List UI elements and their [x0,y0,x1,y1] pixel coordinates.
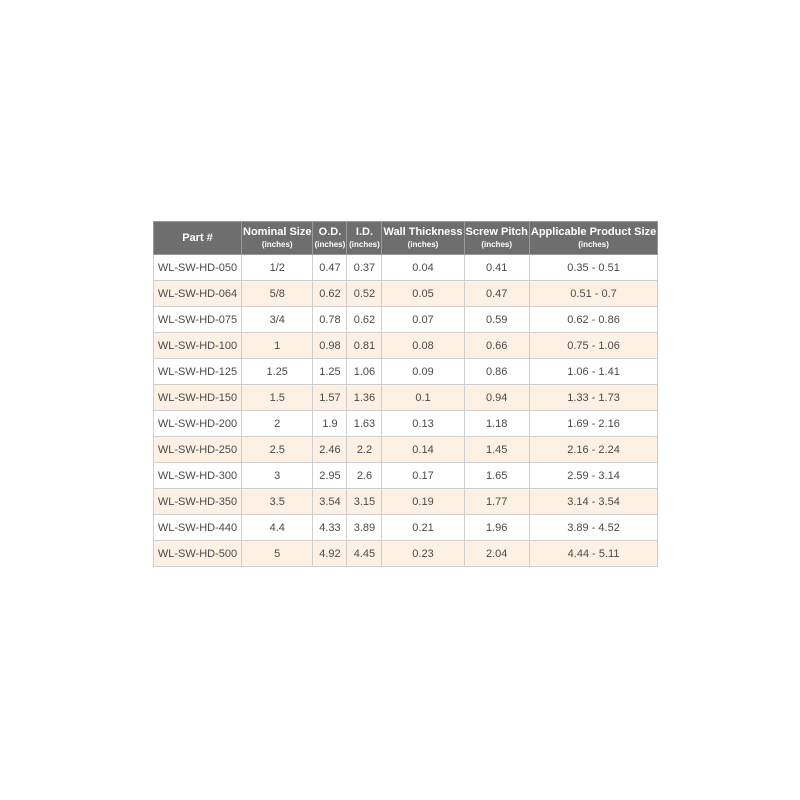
cell-screw-pitch: 0.66 [464,333,529,359]
cell-wall-thickness: 0.09 [382,359,464,385]
cell-part-number: WL-SW-HD-050 [154,255,242,281]
cell-od: 1.9 [313,411,347,437]
header-label: I.D. [355,226,374,238]
spec-table [153,221,658,567]
cell-applicable-product-size: 0.75 - 1.06 [529,333,657,359]
cell-od: 2.46 [313,437,347,463]
header-row [154,222,658,255]
cell-screw-pitch: 1.96 [464,515,529,541]
cell-screw-pitch: 1.45 [464,437,529,463]
cell-wall-thickness: 0.13 [382,411,464,437]
table-row [154,541,658,567]
table-row [154,307,658,333]
table-row [154,489,658,515]
cell-od: 2.95 [313,463,347,489]
cell-part-number: WL-SW-HD-250 [154,437,242,463]
table-row [154,515,658,541]
cell-od: 3.54 [313,489,347,515]
cell-screw-pitch: 0.47 [464,281,529,307]
table-header [154,222,658,255]
cell-wall-thickness: 0.07 [382,307,464,333]
cell-applicable-product-size: 1.06 - 1.41 [529,359,657,385]
cell-part-number: WL-SW-HD-440 [154,515,242,541]
cell-part-number: WL-SW-HD-350 [154,489,242,515]
header-id [347,222,382,255]
header-unit: (inches) [349,240,380,249]
cell-screw-pitch: 0.41 [464,255,529,281]
cell-nominal-size: 5/8 [242,281,313,307]
cell-screw-pitch: 0.94 [464,385,529,411]
cell-applicable-product-size: 3.14 - 3.54 [529,489,657,515]
table-row [154,385,658,411]
cell-wall-thickness: 0.14 [382,437,464,463]
cell-od: 4.92 [313,541,347,567]
header-wall-thickness [382,222,464,255]
cell-wall-thickness: 0.23 [382,541,464,567]
cell-screw-pitch: 0.86 [464,359,529,385]
cell-id: 3.89 [347,515,382,541]
cell-screw-pitch: 2.04 [464,541,529,567]
cell-screw-pitch: 1.18 [464,411,529,437]
cell-od: 4.33 [313,515,347,541]
cell-part-number: WL-SW-HD-200 [154,411,242,437]
cell-id: 4.45 [347,541,382,567]
cell-applicable-product-size: 0.35 - 0.51 [529,255,657,281]
header-part-number [154,222,242,255]
header-unit: (inches) [314,240,346,249]
cell-applicable-product-size: 0.51 - 0.7 [529,281,657,307]
cell-wall-thickness: 0.08 [382,333,464,359]
table-row [154,437,658,463]
cell-part-number: WL-SW-HD-075 [154,307,242,333]
table-row [154,255,658,281]
cell-wall-thickness: 0.19 [382,489,464,515]
cell-part-number: WL-SW-HD-125 [154,359,242,385]
header-applicable-product-size [529,222,657,255]
cell-nominal-size: 1.5 [242,385,313,411]
header-unit: (inches) [481,240,513,249]
cell-applicable-product-size: 3.89 - 4.52 [529,515,657,541]
cell-wall-thickness: 0.21 [382,515,464,541]
cell-id: 3.15 [347,489,382,515]
cell-nominal-size: 2.5 [242,437,313,463]
cell-id: 0.62 [347,307,382,333]
cell-od: 0.62 [313,281,347,307]
cell-wall-thickness: 0.05 [382,281,464,307]
table-body [154,255,658,567]
cell-screw-pitch: 0.59 [464,307,529,333]
cell-applicable-product-size: 1.69 - 2.16 [529,411,657,437]
cell-id: 1.06 [347,359,382,385]
cell-wall-thickness: 0.17 [382,463,464,489]
header-od [313,222,347,255]
header-label: Applicable Product Size [530,226,657,238]
cell-nominal-size: 4.4 [242,515,313,541]
cell-applicable-product-size: 4.44 - 5.11 [529,541,657,567]
table-row [154,281,658,307]
header-unit: (inches) [261,240,293,249]
cell-od: 0.47 [313,255,347,281]
cell-nominal-size: 1 [242,333,313,359]
header-label: O.D. [318,226,342,238]
cell-part-number: WL-SW-HD-300 [154,463,242,489]
header-unit: (inches) [578,240,609,249]
header-unit: (inches) [407,240,439,249]
cell-od: 0.98 [313,333,347,359]
header-screw-pitch [464,222,529,255]
cell-screw-pitch: 1.77 [464,489,529,515]
cell-part-number: WL-SW-HD-100 [154,333,242,359]
cell-part-number: WL-SW-HD-500 [154,541,242,567]
cell-wall-thickness: 0.04 [382,255,464,281]
cell-id: 0.37 [347,255,382,281]
header-label: Part # [182,232,213,244]
cell-screw-pitch: 1.65 [464,463,529,489]
cell-nominal-size: 3.5 [242,489,313,515]
table-row [154,359,658,385]
cell-id: 2.6 [347,463,382,489]
cell-nominal-size: 3 [242,463,313,489]
cell-nominal-size: 1.25 [242,359,313,385]
cell-id: 0.81 [347,333,382,359]
header-label: Screw Pitch [465,226,528,238]
cell-part-number: WL-SW-HD-150 [154,385,242,411]
cell-nominal-size: 1/2 [242,255,313,281]
cell-nominal-size: 3/4 [242,307,313,333]
cell-id: 1.63 [347,411,382,437]
cell-part-number: WL-SW-HD-064 [154,281,242,307]
header-label: Wall Thickness [383,226,463,238]
header-nominal-size [242,222,313,255]
cell-id: 2.2 [347,437,382,463]
cell-applicable-product-size: 1.33 - 1.73 [529,385,657,411]
cell-nominal-size: 5 [242,541,313,567]
cell-od: 0.78 [313,307,347,333]
table-row [154,411,658,437]
cell-id: 0.52 [347,281,382,307]
cell-applicable-product-size: 0.62 - 0.86 [529,307,657,333]
cell-nominal-size: 2 [242,411,313,437]
header-label: Nominal Size [243,226,312,238]
cell-id: 1.36 [347,385,382,411]
cell-od: 1.25 [313,359,347,385]
cell-applicable-product-size: 2.16 - 2.24 [529,437,657,463]
table-row [154,333,658,359]
cell-applicable-product-size: 2.59 - 3.14 [529,463,657,489]
cell-wall-thickness: 0.1 [382,385,464,411]
cell-od: 1.57 [313,385,347,411]
spec-table-container [153,221,658,567]
table-row [154,463,658,489]
